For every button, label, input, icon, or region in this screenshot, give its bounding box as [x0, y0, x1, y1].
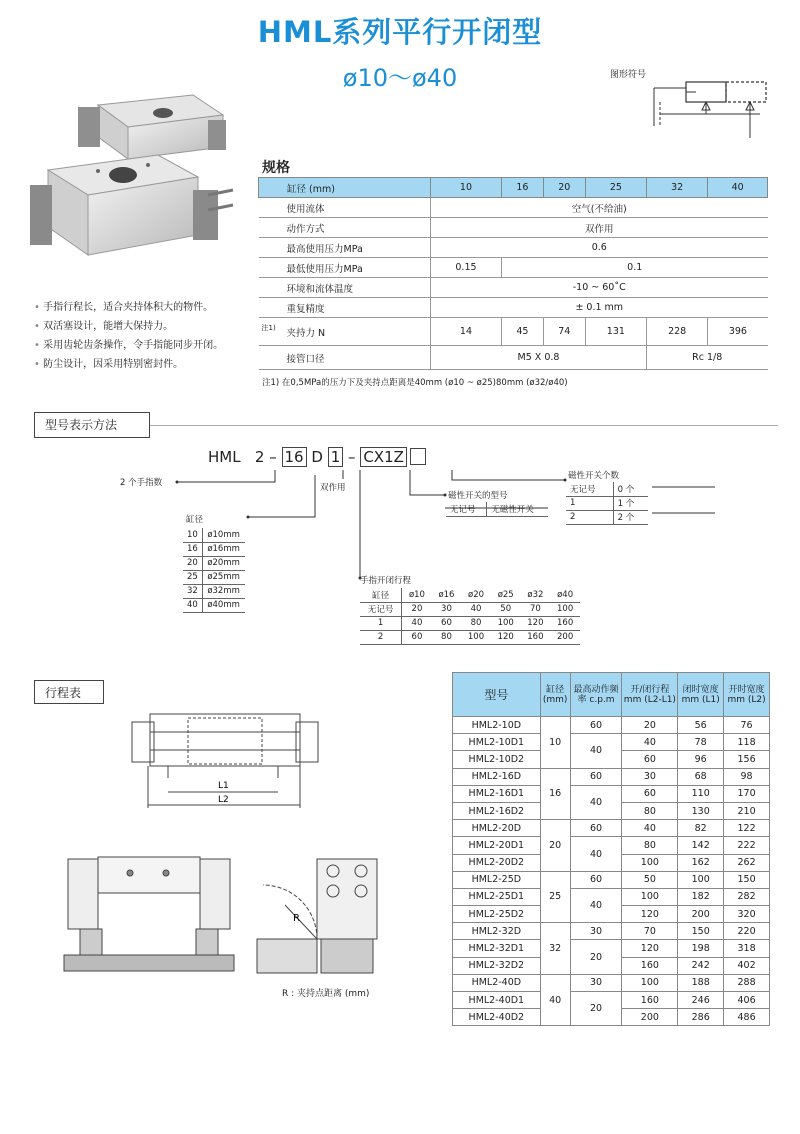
- open-cell: 210: [724, 802, 770, 819]
- freq-cell: 30: [570, 974, 622, 991]
- code-dash: –: [269, 448, 277, 466]
- table-cell: 1: [566, 496, 613, 510]
- table-row: [453, 768, 770, 785]
- table-cell: 120: [491, 630, 521, 644]
- open-cell: 220: [724, 923, 770, 940]
- product-photo: [18, 85, 243, 285]
- bore-size: ø40mm: [203, 598, 245, 612]
- table-row: [453, 820, 770, 837]
- table-header: ø20: [461, 588, 491, 602]
- table-cell: 2: [360, 630, 402, 644]
- model-cell: HML2-10D2: [453, 751, 541, 768]
- closed-cell: 182: [678, 888, 724, 905]
- open-cell: 76: [724, 717, 770, 734]
- stroke-cell: 100: [622, 888, 678, 905]
- spec-table: [258, 177, 768, 370]
- closed-cell: 162: [678, 854, 724, 871]
- col-stroke: 开/闭行程 mm (L2-L1): [622, 673, 678, 717]
- table-row: [453, 734, 770, 751]
- table-row: [566, 482, 648, 496]
- spec-row: [259, 238, 768, 258]
- table-row: [183, 556, 245, 570]
- bore-table: [183, 528, 245, 613]
- feature-item: • 双活塞设计，能增大保持力。: [34, 317, 223, 336]
- spec-label: 最高使用压力MPa: [259, 238, 431, 258]
- closed-cell: 188: [678, 974, 724, 991]
- freq-cell: 60: [570, 768, 622, 785]
- code-dash: –: [348, 448, 356, 466]
- bore-cell: 40: [540, 974, 570, 1026]
- double-action-label: 双作用: [320, 483, 346, 493]
- switch-count-title: 磁性开关个数: [568, 471, 620, 481]
- spec-value: 131: [585, 318, 646, 346]
- closed-cell: 200: [678, 906, 724, 923]
- spec-value: 74: [543, 318, 585, 346]
- spec-bore: 40: [708, 178, 768, 198]
- spec-label: 夹持力 N: [286, 327, 326, 339]
- model-cell: HML2-25D2: [453, 906, 541, 923]
- spec-row: [259, 318, 768, 346]
- stroke-cell: 80: [622, 837, 678, 854]
- spec-value: 空气(不给油): [431, 198, 768, 218]
- table-row: [453, 923, 770, 940]
- spec-bore: 10: [431, 178, 502, 198]
- stroke-cell: 60: [622, 785, 678, 802]
- table-cell: 200: [550, 630, 580, 644]
- stroke-cell: 70: [622, 923, 678, 940]
- spec-bore: 16: [501, 178, 543, 198]
- model-cell: HML2-25D: [453, 871, 541, 888]
- bore-code: 10: [183, 528, 203, 542]
- bore-size: ø16mm: [203, 542, 245, 556]
- stroke-cell: 80: [622, 802, 678, 819]
- open-cell: 320: [724, 906, 770, 923]
- model-code: [208, 447, 426, 467]
- closed-cell: 78: [678, 734, 724, 751]
- closed-cell: 100: [678, 871, 724, 888]
- table-row: [453, 974, 770, 991]
- bore-code: 32: [183, 584, 203, 598]
- model-cell: HML2-10D1: [453, 734, 541, 751]
- model-cell: HML2-20D2: [453, 854, 541, 871]
- table-cell: 0 个: [613, 482, 648, 496]
- stroke-cell: 160: [622, 957, 678, 974]
- symbol-label: 图形符号: [610, 70, 647, 80]
- spec-label: 环境和流体温度: [259, 278, 431, 298]
- table-row: [566, 510, 648, 524]
- section-title-model: 型号表示方法: [34, 412, 150, 438]
- code-series: HML: [208, 448, 241, 466]
- stroke-option-table: [360, 588, 580, 645]
- table-cell: 80: [432, 630, 461, 644]
- feature-item: • 采用齿轮齿条操作，令手指能同步开闭。: [34, 336, 223, 355]
- spec-row: [259, 258, 768, 278]
- open-cell: 156: [724, 751, 770, 768]
- bore-size: ø20mm: [203, 556, 245, 570]
- stroke-cell: 120: [622, 906, 678, 923]
- open-cell: 222: [724, 837, 770, 854]
- col-freq: 最高动作频率 c.p.m: [570, 673, 622, 717]
- dim-r: R: [293, 913, 300, 924]
- table-header: ø16: [432, 588, 461, 602]
- model-cell: HML2-32D: [453, 923, 541, 940]
- spec-value: ± 0.1 mm: [431, 298, 768, 318]
- model-cell: HML2-16D2: [453, 802, 541, 819]
- spec-header-row: [259, 178, 768, 198]
- table-cell: 无磁性开关: [487, 502, 548, 516]
- col-bore: 缸径 (mm): [540, 673, 570, 717]
- table-cell: 60: [432, 616, 461, 630]
- table-row: [183, 584, 245, 598]
- spec-label: 使用流体: [259, 198, 431, 218]
- spec-value: 14: [431, 318, 502, 346]
- spec-value: M5 X 0.8: [431, 346, 647, 370]
- closed-cell: 198: [678, 940, 724, 957]
- spec-bore: 32: [647, 178, 708, 198]
- page-title: HML系列平行开闭型: [257, 15, 543, 49]
- code-fingers: 2: [254, 448, 265, 466]
- open-cell: 318: [724, 940, 770, 957]
- dim-l2: L2: [218, 795, 229, 805]
- open-cell: 98: [724, 768, 770, 785]
- open-cell: 150: [724, 871, 770, 888]
- freq-cell: 40: [570, 734, 622, 768]
- model-cell: HML2-10D: [453, 717, 541, 734]
- spec-bore-label: 缸径 (mm): [259, 178, 431, 198]
- freq-cell: 40: [570, 837, 622, 871]
- table-row: [360, 602, 580, 616]
- table-row: [453, 940, 770, 957]
- col-open: 开时宽度 mm (L2): [724, 673, 770, 717]
- stroke-cell: 50: [622, 871, 678, 888]
- bore-cell: 32: [540, 923, 570, 975]
- spec-force-cell: [259, 318, 431, 346]
- freq-cell: 40: [570, 785, 622, 819]
- open-cell: 288: [724, 974, 770, 991]
- closed-cell: 150: [678, 923, 724, 940]
- spec-row: [259, 298, 768, 318]
- table-row: [453, 871, 770, 888]
- bore-size: ø32mm: [203, 584, 245, 598]
- fingers-label: 2 个手指数: [120, 478, 163, 488]
- table-cell: 1: [360, 616, 402, 630]
- closed-cell: 130: [678, 802, 724, 819]
- spec-label: 最低使用压力MPa: [259, 258, 431, 278]
- table-row: [453, 717, 770, 734]
- table-row: [453, 785, 770, 802]
- spec-row: [259, 346, 768, 370]
- switch-count-table: [566, 482, 648, 525]
- stroke-cell: 30: [622, 768, 678, 785]
- stroke-cell: 20: [622, 717, 678, 734]
- closed-cell: 56: [678, 717, 724, 734]
- bore-code: 16: [183, 542, 203, 556]
- spec-row: [259, 278, 768, 298]
- section-title-stroke: 行程表: [34, 680, 104, 704]
- code-stroke: 1: [328, 447, 344, 467]
- stroke-table-header: [453, 673, 770, 717]
- table-row: [360, 588, 580, 602]
- bore-cell: 16: [540, 768, 570, 820]
- dimension-drawing-top: [128, 708, 323, 816]
- code-bore: 16: [282, 447, 307, 467]
- table-cell: 2 个: [613, 510, 648, 524]
- pneumatic-symbol-diagram: [650, 78, 770, 150]
- stroke-table-title: 手指开闭行程: [360, 576, 412, 586]
- stroke-cell: 200: [622, 1009, 678, 1026]
- spec-bore: 20: [543, 178, 585, 198]
- r-caption: R : 夹持点距离 (mm): [282, 989, 370, 999]
- stroke-cell: 100: [622, 974, 678, 991]
- table-cell: 50: [491, 602, 521, 616]
- stroke-cell: 40: [622, 820, 678, 837]
- bore-code: 20: [183, 556, 203, 570]
- feature-list: [34, 298, 223, 374]
- table-cell: 80: [461, 616, 491, 630]
- stroke-cell: 60: [622, 751, 678, 768]
- freq-cell: 60: [570, 871, 622, 888]
- closed-cell: 110: [678, 785, 724, 802]
- closed-cell: 82: [678, 820, 724, 837]
- freq-cell: 20: [570, 992, 622, 1026]
- spec-value: 0.6: [431, 238, 768, 258]
- table-row: [566, 496, 648, 510]
- bore-cell: 10: [540, 717, 570, 769]
- table-cell: 40: [402, 616, 432, 630]
- bore-code: 40: [183, 598, 203, 612]
- dimension-drawing-side: [255, 855, 385, 980]
- table-row: [183, 570, 245, 584]
- spec-value: 45: [501, 318, 543, 346]
- table-cell: 160: [521, 630, 551, 644]
- spec-value: Rc 1/8: [647, 346, 768, 370]
- spec-row: [259, 198, 768, 218]
- model-cell: HML2-40D2: [453, 1009, 541, 1026]
- model-cell: HML2-25D1: [453, 888, 541, 905]
- switch-type-title: 磁性开关的型号: [448, 491, 508, 501]
- spec-label: 动作方式: [259, 218, 431, 238]
- spec-bore: 25: [585, 178, 646, 198]
- bore-size: ø10mm: [203, 528, 245, 542]
- table-row: [453, 837, 770, 854]
- table-cell: 100: [491, 616, 521, 630]
- model-cell: HML2-40D: [453, 974, 541, 991]
- open-cell: 262: [724, 854, 770, 871]
- table-cell: 20: [402, 602, 432, 616]
- page-subtitle: ø10～ø40: [342, 64, 458, 92]
- bore-cell: 20: [540, 820, 570, 872]
- code-switch-type: CX1Z: [360, 447, 407, 467]
- freq-cell: 60: [570, 820, 622, 837]
- note-mark: 注1): [261, 324, 276, 332]
- spec-title: 规格: [262, 160, 290, 176]
- spec-row: [259, 218, 768, 238]
- open-cell: 282: [724, 888, 770, 905]
- bore-cell: 25: [540, 871, 570, 923]
- closed-cell: 68: [678, 768, 724, 785]
- model-cell: HML2-16D1: [453, 785, 541, 802]
- spec-label: 重复精度: [259, 298, 431, 318]
- table-header: ø25: [491, 588, 521, 602]
- spec-value: 228: [647, 318, 708, 346]
- spec-label: 接管口径: [259, 346, 431, 370]
- col-closed: 闭时宽度 mm (L1): [678, 673, 724, 717]
- model-cell: HML2-20D: [453, 820, 541, 837]
- table-cell: 2: [566, 510, 613, 524]
- bore-code: 25: [183, 570, 203, 584]
- table-cell: 70: [521, 602, 551, 616]
- open-cell: 122: [724, 820, 770, 837]
- table-row: [446, 502, 548, 516]
- table-cell: 100: [550, 602, 580, 616]
- table-cell: 1 个: [613, 496, 648, 510]
- feature-item: • 防尘设计，因采用特别密封件。: [34, 355, 223, 374]
- spec-value: -10 ~ 60˚C: [431, 278, 768, 298]
- table-header: ø10: [402, 588, 432, 602]
- open-cell: 402: [724, 957, 770, 974]
- spec-value: 0.1: [501, 258, 767, 278]
- model-cell: HML2-32D2: [453, 957, 541, 974]
- model-cell: HML2-20D1: [453, 837, 541, 854]
- switch-type-table: [446, 502, 548, 517]
- table-header: ø40: [550, 588, 580, 602]
- open-cell: 118: [724, 734, 770, 751]
- dim-l1: L1: [218, 781, 229, 791]
- col-model: 型号: [453, 673, 541, 717]
- freq-cell: 30: [570, 923, 622, 940]
- table-row: [453, 992, 770, 1009]
- open-cell: 486: [724, 1009, 770, 1026]
- open-cell: 406: [724, 992, 770, 1009]
- closed-cell: 246: [678, 992, 724, 1009]
- spec-value: 双作用: [431, 218, 768, 238]
- table-cell: 30: [432, 602, 461, 616]
- table-cell: 120: [521, 616, 551, 630]
- freq-cell: 40: [570, 888, 622, 922]
- dimension-drawing-front: [60, 855, 240, 975]
- table-cell: 160: [550, 616, 580, 630]
- table-row: [183, 542, 245, 556]
- spec-value: 0.15: [431, 258, 502, 278]
- table-cell: 100: [461, 630, 491, 644]
- stroke-table: [452, 672, 770, 1026]
- closed-cell: 286: [678, 1009, 724, 1026]
- table-row: [183, 528, 245, 542]
- table-cell: 无记号: [446, 502, 487, 516]
- spec-note: 注1) 在0,5MPa的压力下及夹持点距离是40mm (ø10 ~ ø25)80mm (ø32/ø40): [262, 378, 568, 388]
- table-cell: 无记号: [360, 602, 402, 616]
- closed-cell: 242: [678, 957, 724, 974]
- closed-cell: 142: [678, 837, 724, 854]
- table-cell: 无记号: [566, 482, 613, 496]
- table-row: [183, 598, 245, 612]
- stroke-cell: 120: [622, 940, 678, 957]
- model-cell: HML2-40D1: [453, 992, 541, 1009]
- code-switch-count-box: [410, 448, 426, 465]
- bore-size: ø25mm: [203, 570, 245, 584]
- stroke-cell: 100: [622, 854, 678, 871]
- table-header: 缸径: [360, 588, 402, 602]
- table-header: ø32: [521, 588, 551, 602]
- table-row: [360, 616, 580, 630]
- model-cell: HML2-32D1: [453, 940, 541, 957]
- spec-value: 396: [708, 318, 768, 346]
- stroke-cell: 40: [622, 734, 678, 751]
- table-row: [360, 630, 580, 644]
- table-cell: 40: [461, 602, 491, 616]
- bore-table-title: 缸径: [186, 515, 204, 525]
- feature-item: • 手指行程长，适合夹持体积大的物件。: [34, 298, 223, 317]
- open-cell: 170: [724, 785, 770, 802]
- table-cell: 60: [402, 630, 432, 644]
- code-action: D: [311, 448, 323, 466]
- table-row: [453, 888, 770, 905]
- stroke-cell: 160: [622, 992, 678, 1009]
- freq-cell: 20: [570, 940, 622, 974]
- model-cell: HML2-16D: [453, 768, 541, 785]
- closed-cell: 96: [678, 751, 724, 768]
- freq-cell: 60: [570, 717, 622, 734]
